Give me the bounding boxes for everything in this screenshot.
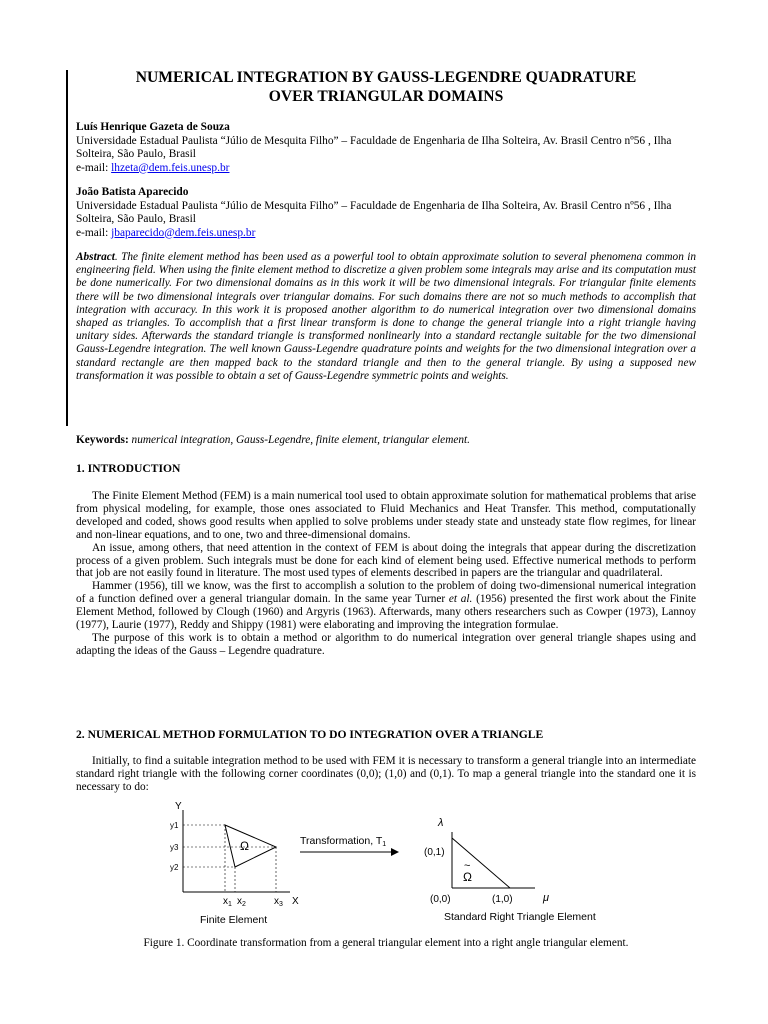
section-heading-introduction: 1. INTRODUCTION xyxy=(76,462,181,475)
introduction-body xyxy=(76,490,696,658)
paragraph: An issue, among others, that need attention in the context of FEM is about doing the integrals that appear during the discretization process of a given problem. Such integrals must be done for each kind of element being used. Effective numerical methods to perform that job are not easily found in literature. The most used types of elements described in papers are the triangular and quadrilateral. xyxy=(76,541,696,580)
keywords-label: Keywords: xyxy=(76,434,129,446)
abstract-text: . The finite element method has been used as a powerful tool to obtain approximate solution to several phenomena common in engineering field. When using the finite element method to discretize a given problem some integrals may arise and its computation must be done numerically. For two dimensional domains as in this work it will be two dimensional integrals. For triangular finite elements there will be two dimensional integrals over triangular domains. For such domains there are not so much methods to accomplish that integration with accuracy. In this work it is proposed another algorithm to do numerical integration over two dimensional domains shaped as triangles. To accomplish that a first linear transform is done to change the general triangle into a right triangle having unitary sides. Afterwards the standard triangle is transformed nonlinearly into a standard rectangle suitable for the two dimensional Gauss-Legendre integration. The well known Gauss-Legendre quadrature points and weights for the two dimensional integration over a standard rectangle are then mapped back to the standard triangle and then to the general triangle. By using a supposed new transformation it was possible to obtain a set of Gauss-Legendre symmetric points and weights. xyxy=(76,251,696,382)
paragraph: The Finite Element Method (FEM) is a main numerical tool used to obtain approximate solution for mathematical problems that arise from physical modeling, for example, those ones associated to Fluid Mechanics and Heat Transfer. This method, computationally developed and coded, shows good results when applied to solve problems under steady state and unsteady state flow regimes, for linear and non-linear equations, and to one, two and three-dimensional domains. xyxy=(76,490,696,541)
point-1-0-label: (1,0) xyxy=(492,894,513,905)
x3-label: $x_3$ xyxy=(274,896,283,908)
author-block-1 xyxy=(76,121,696,175)
abstract-label: Abstract xyxy=(76,251,115,263)
paper-title xyxy=(76,68,696,106)
title-line-1: NUMERICAL INTEGRATION BY GAUSS-LEGENDRE QUADRATURE xyxy=(135,69,637,86)
omega-tilde-symbol: Ω xyxy=(463,870,472,884)
method-body xyxy=(76,755,696,794)
abstract xyxy=(76,251,696,383)
author-affiliation-cont: Solteira, São Paulo, Brasil xyxy=(76,213,196,225)
paragraph: Initially, to find a suitable integration method to be used with FEM it is necessary to transform a general triangle into an intermediate standard right triangle with the following corner coordinates (0,0); (1,0) and (0,1). To map a general triangle into the standard one it is necessary to do: xyxy=(76,755,696,793)
point-0-0-label: (0,0) xyxy=(430,894,451,905)
standard-triangle-caption: Standard Right Triangle Element xyxy=(444,911,596,923)
author-email-link[interactable]: jbaparecido@dem.feis.unesp.br xyxy=(111,226,256,239)
left-y-axis-label: Y xyxy=(175,801,182,812)
guide-lines xyxy=(183,825,276,892)
keywords xyxy=(76,434,696,447)
author-email-line: e-mail: jbaparecido@dem.feis.unesp.br xyxy=(76,226,256,239)
author-email-link[interactable]: lhzeta@dem.feis.unesp.br xyxy=(111,161,230,174)
author-affiliation: Universidade Estadual Paulista “Júlio de Mesquita Filho” – Faculdade de Engenharia de Ilha Solteira, Av. Brasil Centro nº56 , Ilha xyxy=(76,134,672,147)
omega-symbol: Ω xyxy=(240,839,249,853)
mu-label: μ xyxy=(543,892,550,904)
y2-label: y2 xyxy=(170,863,179,872)
transformation-label: Transformation, T1 xyxy=(300,835,387,848)
author-affiliation: Universidade Estadual Paulista “Júlio de Mesquita Filho” – Faculdade de Engenharia de Ilha Solteira, Av. Brasil Centro nº56 , Ilha xyxy=(76,199,672,212)
author-name: João Batista Aparecido xyxy=(76,186,189,198)
general-triangle xyxy=(225,825,276,867)
author-email-line: e-mail: lhzeta@dem.feis.unesp.br xyxy=(76,161,230,174)
title-line-2: OVER TRIANGULAR DOMAINS xyxy=(268,88,504,105)
paragraph: Hammer (1956), till we know, was the first to accomplish a solution to the problem of doing two-dimensional numerical integration of a function defined over a general triangular domain. In the same year Turner et al. (1956) presented the first work about the Finite Element Method, followed by Clough (1960) and Argyris (1963). Afterwards, many others researchers such as Cowper (1973), Lannoy (1977), Laurie (1977), Reddy and Shippy (1981) were elaborating and improving the integration formulae. xyxy=(76,580,696,632)
standard-triangle-hypotenuse xyxy=(452,838,510,888)
y3-label: y3 xyxy=(170,843,179,852)
x2-label: $x_2$ xyxy=(237,896,246,908)
author-name: Luís Henrique Gazeta de Souza xyxy=(76,121,230,133)
margin-bar xyxy=(66,70,68,426)
figure-1 xyxy=(140,800,660,930)
y1-label: y1 xyxy=(170,821,179,830)
finite-element-caption: Finite Element xyxy=(200,914,268,926)
tilde-mark: ~ xyxy=(464,860,471,872)
x1-label: $x_1$ xyxy=(223,896,232,908)
point-0-1-label: (0,1) xyxy=(424,847,445,858)
keywords-text: numerical integration, Gauss-Legendre, finite element, triangular element. xyxy=(128,434,470,446)
figure-1-caption: Figure 1. Coordinate transformation from a general triangular element into a right angle triangular element. xyxy=(143,937,629,949)
section-heading-method: 2. NUMERICAL METHOD FORMULATION TO DO INTEGRATION OVER A TRIANGLE xyxy=(76,728,544,741)
author-affiliation-cont: Solteira, São Paulo, Brasil xyxy=(76,148,196,160)
author-block-2 xyxy=(76,186,696,240)
left-x-axis-label: X xyxy=(292,896,299,907)
paragraph: The purpose of this work is to obtain a method or algorithm to do numerical integration over general triangle shapes using and adapting the ideas of the Gauss – Legendre quadrature. xyxy=(76,631,696,657)
lambda-label: λ xyxy=(438,817,444,829)
